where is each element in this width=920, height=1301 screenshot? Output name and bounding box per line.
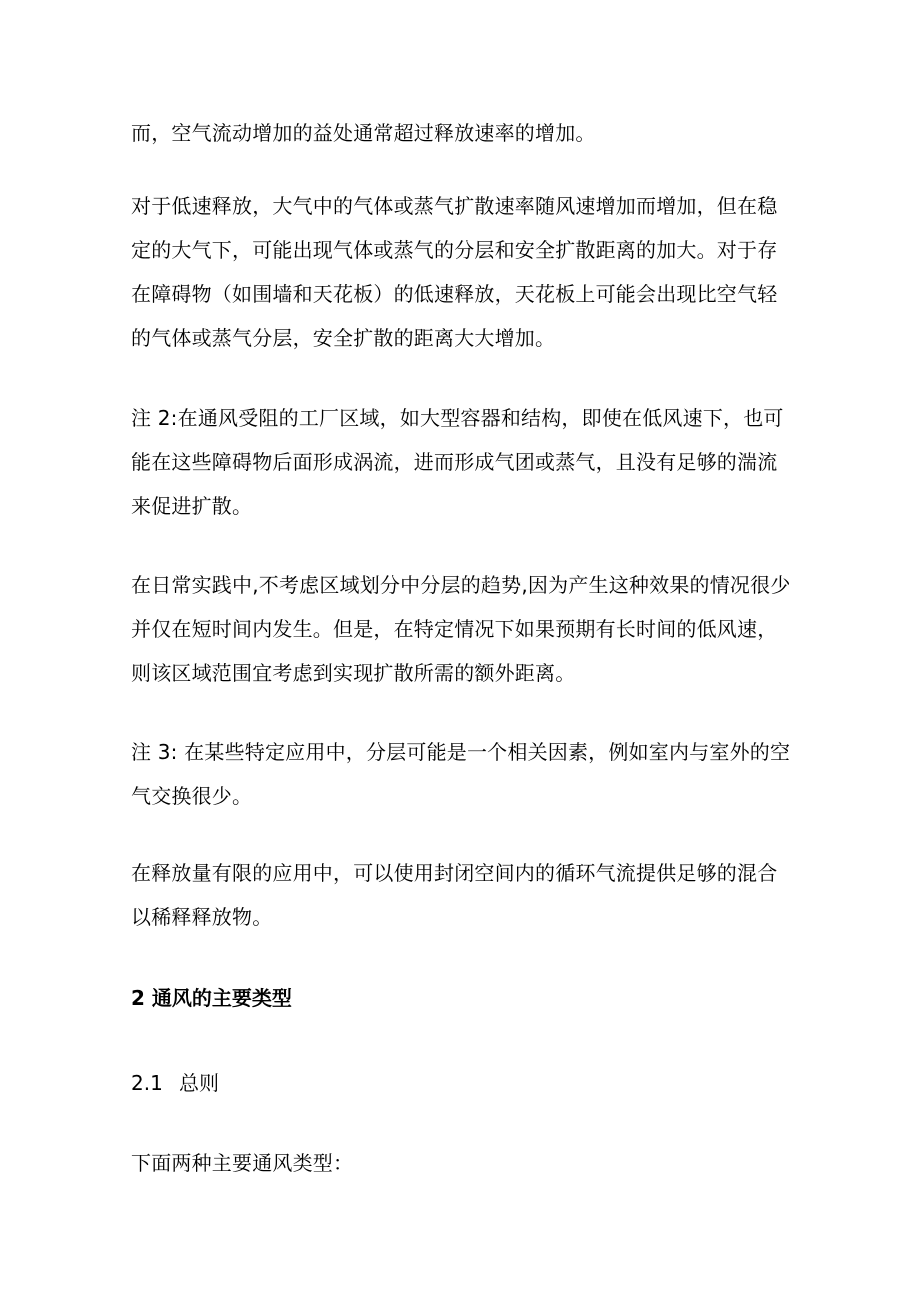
subsection-number: 2.1 [131, 1071, 163, 1095]
note-2-paragraph: 注 2:在通风受阻的工厂区域，如大型容器和结构，即使在低风速下，也可能在这些障碍物后面形成涡流，进而形成气团或蒸气，且没有足够的湍流来促进扩散。 [131, 406, 784, 518]
subsection-title: 总则 [179, 1071, 219, 1095]
paragraph-1: 而，空气流动增加的益处通常超过释放速率的增加。 [131, 121, 596, 145]
paragraph-2: 对于低速释放，大气中的气体或蒸气扩散速率随风速增加而增加，但在稳定的大气下，可能出现气体或蒸气的分层和安全扩散距离的加大。对于存在障碍物（如围墙和天花板）的低速释放，天花板上可能会出现比空气轻的气体或蒸气分层，安全扩散的距离大大增加。 [131, 194, 778, 350]
paragraph-3: 在日常实践中,不考虑区域划分中分层的趋势,因为产生这种效果的情况很少并仅在短时间内发生。但是，在特定情况下如果预期有长时间的低风速，则该区域范围宜考虑到实现扩散所需的额外距离。 [131, 573, 791, 685]
subsection-heading [131, 1061, 219, 1105]
note-3-paragraph: 注 3: 在某些特定应用中，分层可能是一个相关因素，例如室内与室外的空气交换很少。 [131, 740, 791, 808]
paragraph-5: 下面两种主要通风类型： [131, 1151, 354, 1175]
section-heading: 2 通风的主要类型 [131, 986, 292, 1010]
paragraph-4: 在释放量有限的应用中，可以使用封闭空间内的循环气流提供足够的混合以稀释释放物。 [131, 861, 778, 929]
